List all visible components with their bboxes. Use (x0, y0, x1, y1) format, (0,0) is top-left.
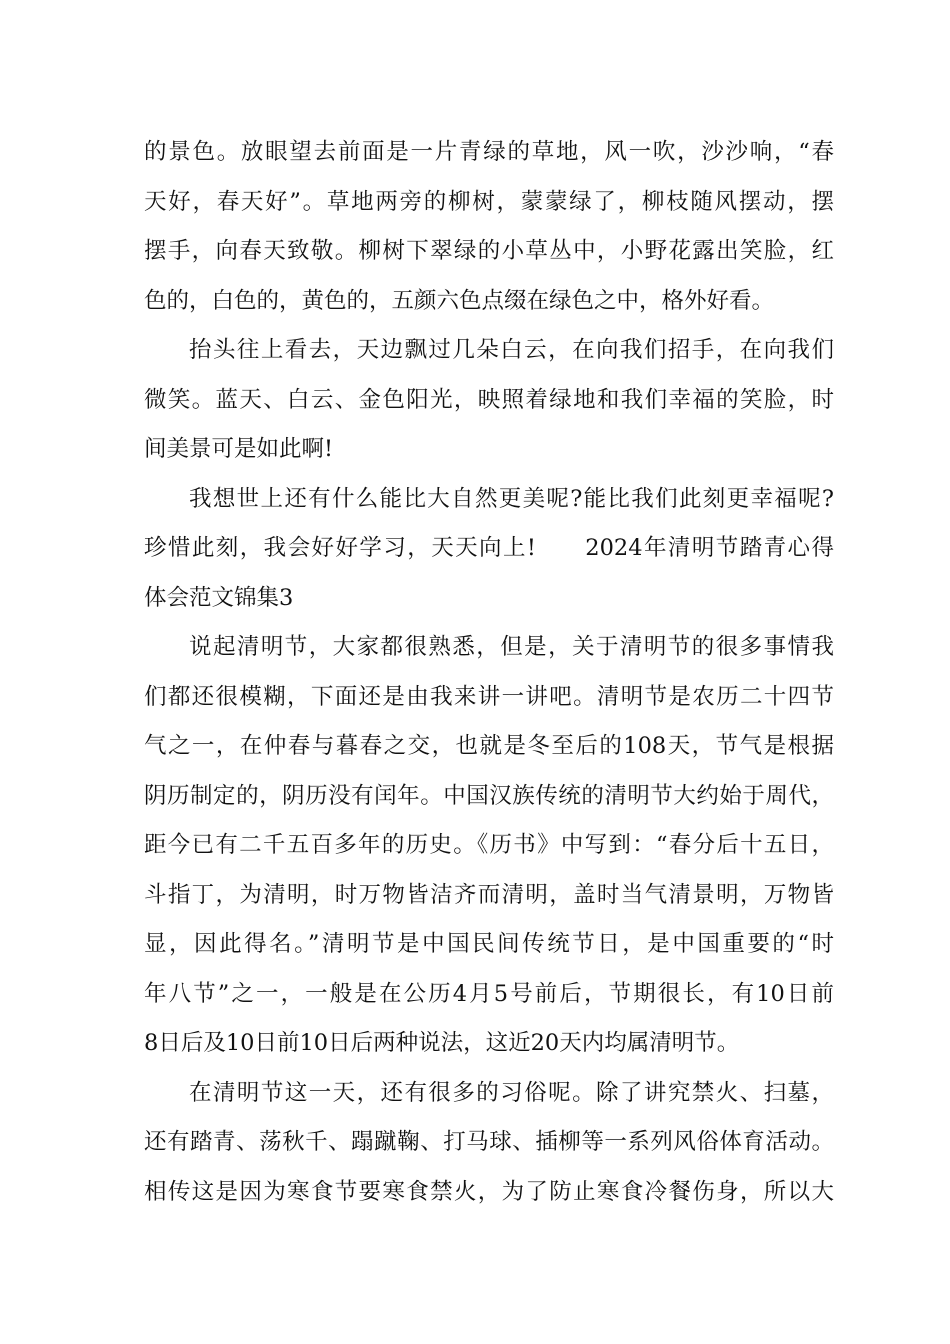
text-line: 珍惜此刻，我会好好学习，天天向上! 2024年清明节踏青心得 (144, 535, 834, 561)
text-line: 气之一，在仲春与暮春之交，也就是冬至后的108天，节气是根据 (144, 733, 834, 759)
text-line: 斗指丁，为清明，时万物皆洁齐而清明，盖时当气清景明，万物皆 (144, 881, 834, 908)
document-body (144, 128, 834, 1217)
paragraph (144, 623, 834, 1069)
text-line: 在清明节这一天，还有很多的习俗呢。除了讲究禁火、扫墓， (189, 1079, 834, 1106)
text-line: 相传这是因为寒食节要寒食禁火，为了防止寒食冷餐伤身，所以大 (144, 1178, 834, 1205)
text-line: 显，因此得名。”清明节是中国民间传统节日，是中国重要的“时 (144, 931, 834, 957)
text-line: 色的，白色的，黄色的，五颜六色点缀在绿色之中，格外好看。 (144, 287, 775, 314)
text-line: 8日后及10日前10日后两种说法，这近20天内均属清明节。 (144, 1030, 740, 1056)
text-line: 我想世上还有什么能比大自然更美呢?能比我们此刻更幸福呢? (189, 485, 834, 512)
text-line: 的景色。放眼望去前面是一片青绿的草地，风一吹，沙沙响，“春 (144, 139, 834, 165)
text-line: 体会范文锦集3 (144, 584, 294, 611)
paragraph (144, 1069, 834, 1218)
paragraph (144, 128, 834, 326)
text-line: 们都还很模糊，下面还是由我来讲一讲吧。清明节是农历二十四节 (144, 683, 834, 710)
text-line: 抬头往上看去，天边飘过几朵白云，在向我们招手，在向我们 (189, 337, 834, 363)
text-line: 距今已有二千五百多年的历史。《历书》中写到：“春分后十五日， (144, 832, 834, 858)
text-line: 年八节”之一，一般是在公历4月5号前后，节期很长，有10日前 (144, 980, 834, 1007)
text-line: 说起清明节，大家都很熟悉，但是，关于清明节的很多事情我 (189, 634, 834, 660)
text-line: 天好，春天好”。草地两旁的柳树，蒙蒙绿了，柳枝随风摆动，摆 (144, 188, 834, 215)
text-line: 间美景可是如此啊! (144, 436, 334, 462)
text-line: 微笑。蓝天、白云、金色阳光，映照着绿地和我们幸福的笑脸，时 (144, 386, 834, 413)
text-line: 摆手，向春天致敬。柳树下翠绿的小草丛中，小野花露出笑脸，红 (144, 238, 834, 264)
paragraph (144, 475, 834, 624)
text-line: 阴历制定的，阴历没有闰年。中国汉族传统的清明节大约始于周代， (144, 782, 834, 809)
text-line: 还有踏青、荡秋千、蹋蹴鞠、打马球、插柳等一系列风俗体育活动。 (144, 1129, 834, 1155)
paragraph (144, 326, 834, 475)
